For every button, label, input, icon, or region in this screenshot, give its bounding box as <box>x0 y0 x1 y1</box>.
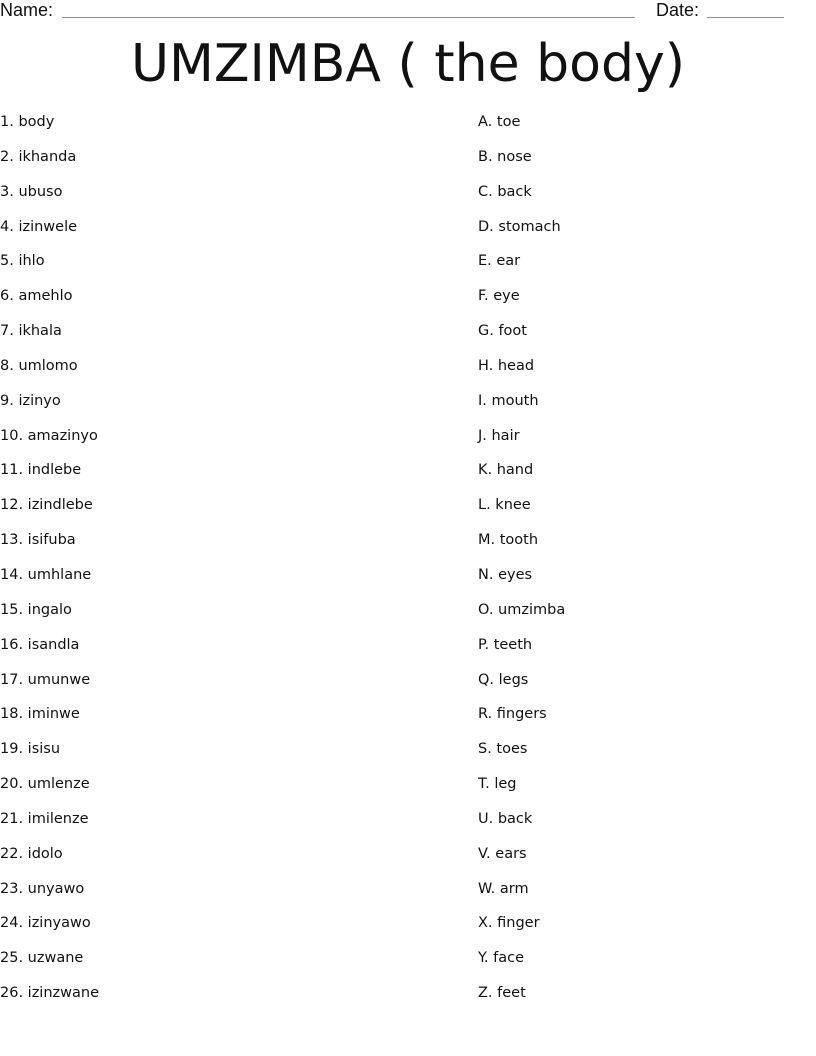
term-item: 26. izinzwane <box>0 985 99 1002</box>
term-item: 23. unyawo <box>0 880 85 897</box>
answer-item: A. toe <box>478 114 521 130</box>
answer-item: H. head <box>478 357 535 374</box>
term-item: 21. imilenze <box>0 810 89 827</box>
name-label: Name: <box>0 0 54 20</box>
page-title: UMZIMBA ( the body) <box>130 34 686 94</box>
worksheet-header <box>0 0 816 26</box>
name-blank-line <box>62 17 635 18</box>
answer-item: C. back <box>478 183 532 200</box>
term-item: 4. izinwele <box>0 218 78 235</box>
answers-list <box>478 112 808 1018</box>
term-item: 13. isifuba <box>0 532 76 549</box>
answer-item: B. nose <box>478 148 532 165</box>
answer-item: I. mouth <box>478 392 539 409</box>
term-item: 9. izinyo <box>0 392 61 409</box>
answer-item: X. finger <box>478 915 540 932</box>
date-blank-line <box>707 17 784 18</box>
term-item: 17. umunwe <box>0 671 91 688</box>
term-item: 22. idolo <box>0 845 63 862</box>
term-item: 11. indlebe <box>0 462 82 479</box>
term-item: 10. amazinyo <box>0 427 98 444</box>
date-label: Date: <box>656 0 700 20</box>
answer-item: P. teeth <box>478 636 533 653</box>
term-item: 12. izindlebe <box>0 497 93 514</box>
answer-item: W. arm <box>478 880 529 897</box>
term-item: 18. iminwe <box>0 706 80 723</box>
term-item: 2. ikhanda <box>0 148 77 165</box>
answer-item: M. tooth <box>478 532 539 549</box>
term-item: 7. ikhala <box>0 323 62 340</box>
answer-item: S. toes <box>478 741 528 758</box>
answer-item: L. knee <box>478 497 531 514</box>
answer-item: N. eyes <box>478 566 533 583</box>
answer-item: O. umzimba <box>478 601 566 618</box>
term-item: 25. uzwane <box>0 950 84 967</box>
answer-item: Y. face <box>478 950 525 967</box>
term-item: 6. amehlo <box>0 288 73 305</box>
answer-item: V. ears <box>478 845 527 862</box>
answer-item: E. ear <box>478 253 521 270</box>
answer-item: R. fingers <box>478 706 547 723</box>
answer-item: T. leg <box>478 776 517 793</box>
answer-item: G. foot <box>478 323 527 340</box>
term-item: 24. izinyawo <box>0 915 91 932</box>
term-item: 8. umlomo <box>0 357 78 374</box>
term-item: 14. umhlane <box>0 566 92 583</box>
answer-item: D. stomach <box>478 218 561 235</box>
term-item: 5. ihlo <box>0 253 45 270</box>
answer-item: U. back <box>478 810 533 827</box>
answer-item: Q. legs <box>478 671 529 688</box>
term-item: 20. umlenze <box>0 776 90 793</box>
terms-list <box>0 112 460 1018</box>
term-item: 16. isandla <box>0 636 80 653</box>
answer-item: Z. feet <box>478 985 526 1002</box>
term-item: 15. ingalo <box>0 601 72 618</box>
answer-item: K. hand <box>478 462 534 479</box>
answer-item: J. hair <box>478 427 520 444</box>
term-item: 1. body <box>0 114 55 130</box>
term-item: 3. ubuso <box>0 183 63 200</box>
answer-item: F. eye <box>478 288 520 305</box>
term-item: 19. isisu <box>0 741 61 758</box>
